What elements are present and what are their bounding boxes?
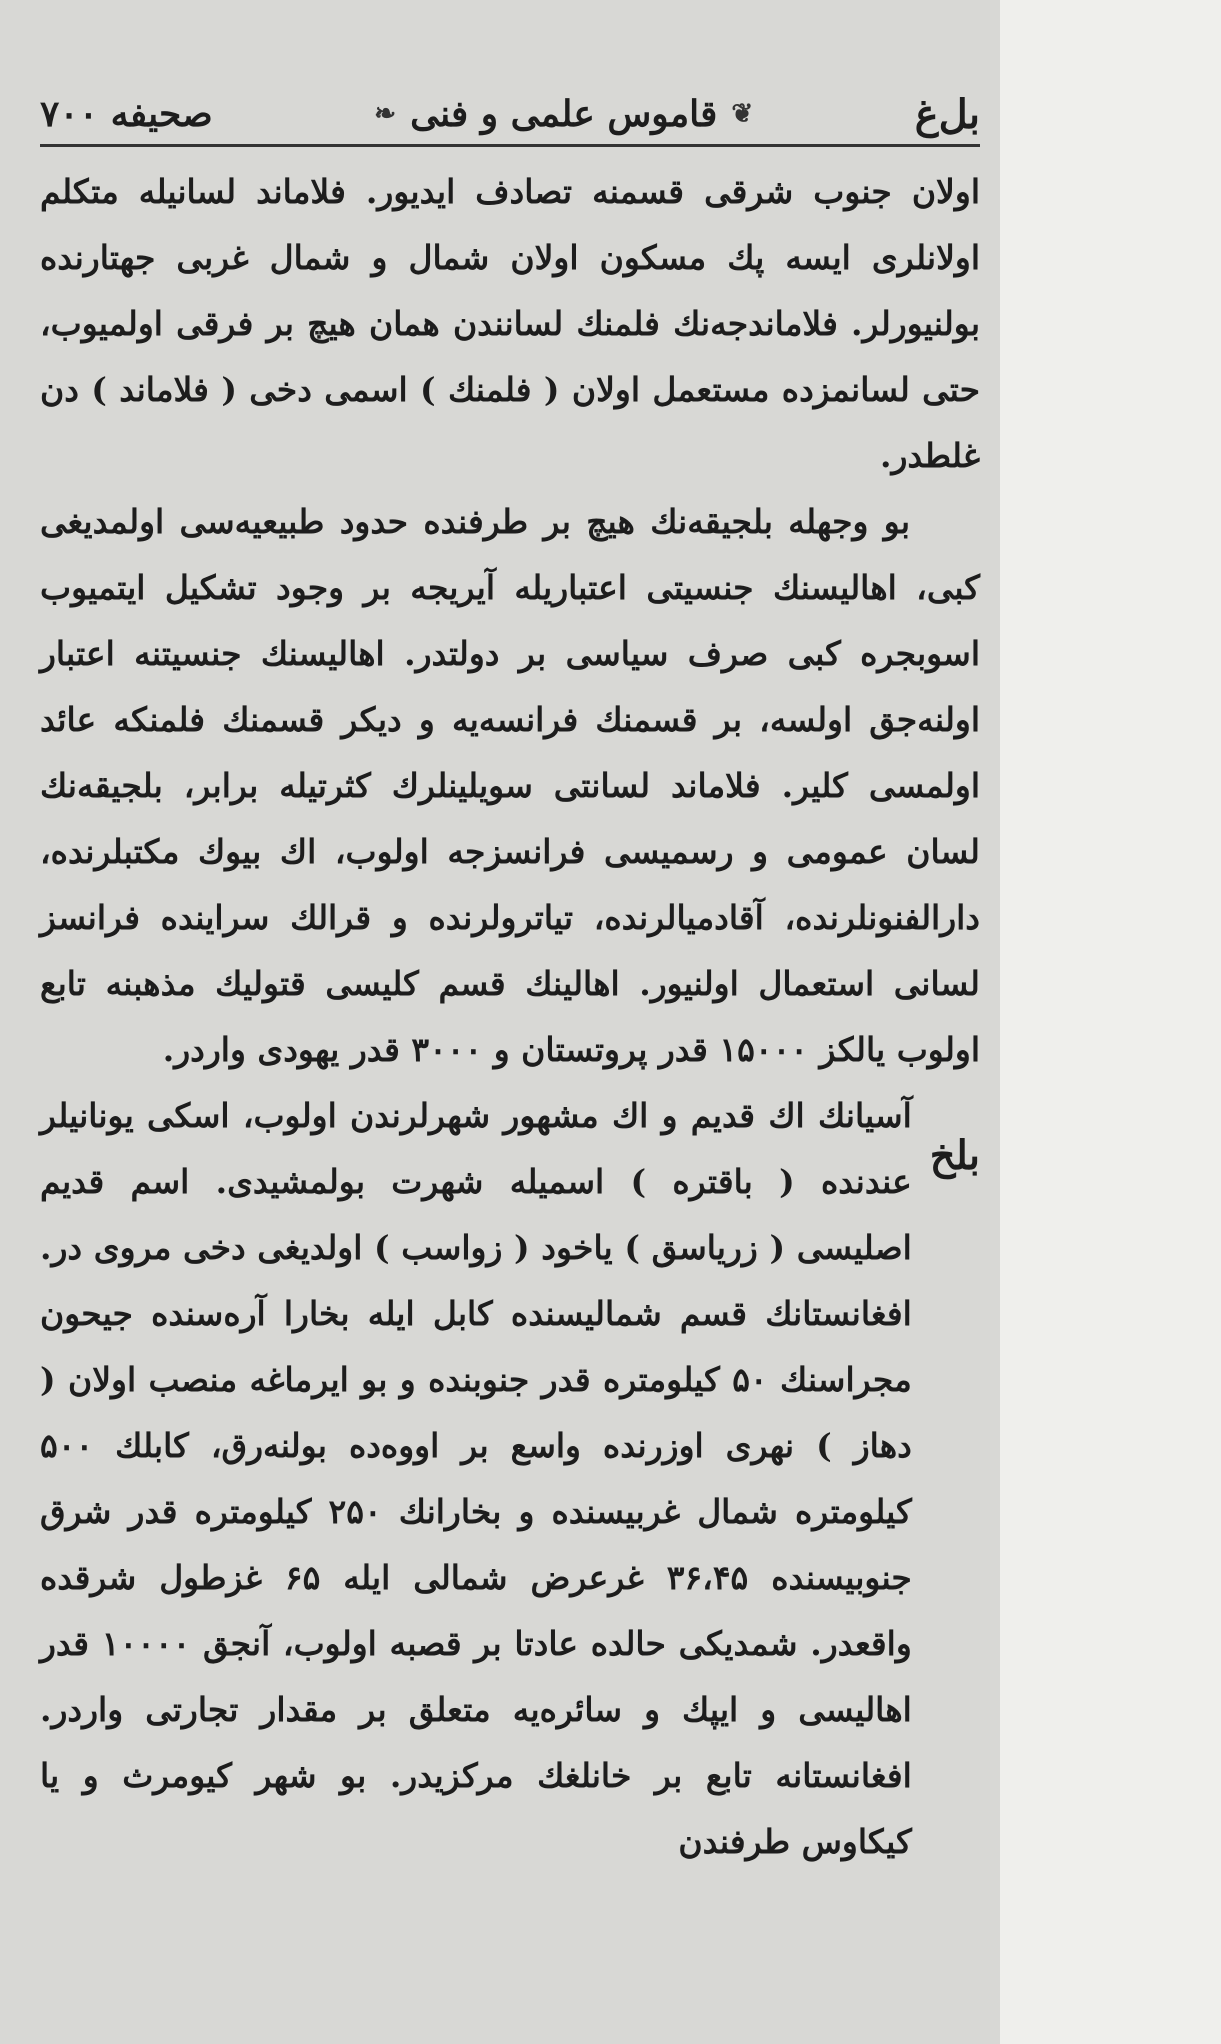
entry-headword: بلخ — [929, 1132, 980, 1179]
dictionary-entry — [40, 1083, 980, 1875]
page-content — [40, 84, 980, 1875]
header-page-number: صحیفه ۷۰۰ — [40, 93, 213, 135]
page-header — [40, 84, 980, 147]
entry-text: آسیانك اك قدیم و اك مشهور شهرلرندن اولوب، اسکی یونانیلر عندنده ( باقتره ) اسمیله شهرت بولمشیدی. اسم قدیم اصلیسی ( زریاسق ) یاخود ( زواسب ) اولدیغی دخی مروی در. افغانستانك قسم شمالیسنده كابل ایله بخارا آره‌سنده جیحون مجراسنك ۵۰ کیلومتره قدر جنوبنده و بو ایرماغه منصب اولان ( دهاز ) نهری اوزرنده واسع بر اووه‌ده بولنه‌رق، کابلك ۵۰۰ کیلومتره شمال غربیسنده و بخارانك ۲۵۰ کیلومتره قدر شرق جنوبیسنده ۳۶،۴۵ غرعرض شمالی ایله ۶۵ غزطول شرقده واقعدر. شمدیکی حالده عادتا بر قصبه اولوب، آنجق ۱۰۰۰۰ قدر اهالیسی و ایپك و سائره‌یه متعلق بر مقدار تجارتی واردر. افغانستانه تابع بر خانلغك مرکزیدر. بو شهر کیومرث و یا کیکاوس طرفندن — [40, 1096, 912, 1861]
header-center — [374, 93, 753, 135]
ornament-icon: ❧ — [374, 99, 397, 129]
paragraph: بو وجهله بلجیقه‌نك هیچ بر طرفنده حدود طبیعیه‌سی اولمدیغی کبی، اهالیسنك جنسیتی اعتباریله آیریجه بر وجود تشکیل ایتمیوب اسوبجره کبی صرف سیاسی بر دولتدر. اهالیسنك جنسیتنه اعتبار اولنه‌جق اولسه، بر قسمنك فرانسه‌یه و دیکر قسمنك فلمنکه عائد اولمسی کلیر. فلاماند لسانتی سویلینلرك كثرتیله برابر، بلجیقه‌نك لسان عمومی و رسمیسی فرانسزجه اولوب، اك بیوك مکتبلرنده، دارالفنونلرنده، آقادمیالرنده، تیاترولرنده و قرالك سراینده فرانسز لسانی استعمال اولنیور. اهالینك قسم كلیسی قتولیك مذهبنه تابع اولوب یالکز ۱۵۰۰۰ قدر پروتستان و ۳۰۰۰ قدر یهودی واردر. — [40, 502, 980, 1069]
paragraph: اولان جنوب شرقی قسمنه تصادف ایدیور. فلاماند لسانیله متکلم اولانلری ایسه پك مسكون اولان شمال و شمال غربی جهتارنده بولنیورلر. فلاماندجه‌نك فلمنك لسانندن همان هیچ بر فرقی اولمیوب، حتی لسانمزده مستعمل اولان ( فلمنك ) اسمی دخی ( فلاماند ) دن غلطدر. — [40, 172, 980, 475]
background-margin — [1000, 0, 1221, 2044]
header-title: قاموس علمی و فنی — [410, 93, 718, 135]
ornament-icon: ❦ — [731, 99, 754, 129]
body-text — [40, 159, 980, 1875]
header-entry-word: بل‌غ — [914, 90, 980, 138]
